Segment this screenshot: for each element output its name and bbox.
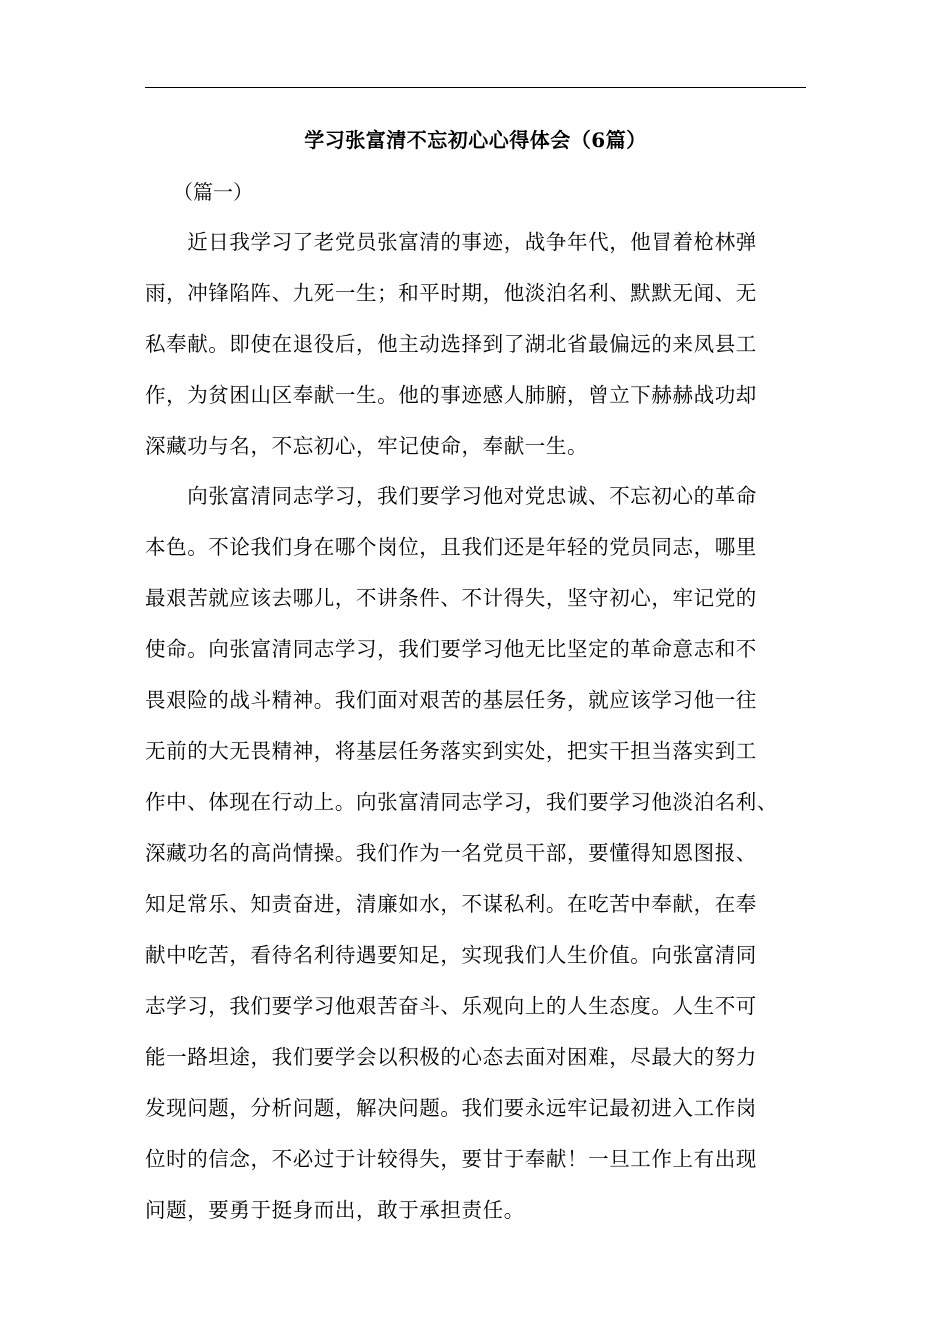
paragraph-line: 使命。向张富清同志学习，我们要学习他无比坚定的革命意志和不	[145, 637, 757, 661]
paragraph-line: 知足常乐、知责奋进，清廉如水，不谋私利。在吃苦中奉献，在奉	[145, 892, 757, 916]
paragraph-line: 能一路坦途，我们要学会以积极的心态去面对困难，尽最大的努力	[145, 1045, 757, 1069]
section-label: （篇一）	[173, 180, 253, 204]
paragraph-line: 深藏功与名，不忘初心，牢记使命，奉献一生。	[145, 434, 589, 458]
paragraph-1	[145, 217, 815, 472]
paragraph-line: 献中吃苦，看待名利待遇要知足，实现我们人生价值。向张富清同	[145, 943, 757, 967]
header-rule	[145, 87, 806, 88]
paragraph-line: 本色。不论我们身在哪个岗位，且我们还是年轻的党员同志，哪里	[145, 535, 757, 559]
paragraph-line: 发现问题，分析问题，解决问题。我们要永远牢记最初进入工作岗	[145, 1096, 757, 1120]
paragraph-line: 无前的大无畏精神，将基层任务落实到实处，把实干担当落实到工	[145, 739, 757, 763]
paragraph-line: 最艰苦就应该去哪儿，不讲条件、不计得失，坚守初心，牢记党的	[145, 586, 757, 610]
paragraph-line: 向张富清同志学习，我们要学习他对党忠诚、不忘初心的革命	[145, 484, 757, 508]
paragraph-line: 问题，要勇于挺身而出，敢于承担责任。	[145, 1198, 525, 1222]
document-title: 学习张富清不忘初心心得体会（6篇）	[304, 128, 647, 152]
paragraph-line: 近日我学习了老党员张富清的事迹，战争年代，他冒着枪林弹	[145, 230, 757, 254]
paragraph-line: 深藏功名的高尚情操。我们作为一名党员干部，要懂得知恩图报、	[145, 841, 757, 865]
paragraph-line: 畏艰险的战斗精神。我们面对艰苦的基层任务，就应该学习他一往	[145, 688, 757, 712]
paragraph-line: 私奉献。即使在退役后，他主动选择到了湖北省最偏远的来凤县工	[145, 332, 757, 356]
paragraph-2	[145, 471, 815, 1236]
paragraph-line: 志学习，我们要学习他艰苦奋斗、乐观向上的人生态度。人生不可	[145, 994, 757, 1018]
paragraph-line: 作中、体现在行动上。向张富清同志学习，我们要学习他淡泊名利、	[145, 790, 778, 814]
paragraph-line: 雨，冲锋陷阵、九死一生；和平时期，他淡泊名利、默默无闻、无	[145, 281, 757, 305]
paragraph-line: 作，为贫困山区奉献一生。他的事迹感人肺腑，曾立下赫赫战功却	[145, 383, 757, 407]
paragraph-line: 位时的信念，不必过于计较得失，要甘于奉献！一旦工作上有出现	[145, 1147, 757, 1171]
